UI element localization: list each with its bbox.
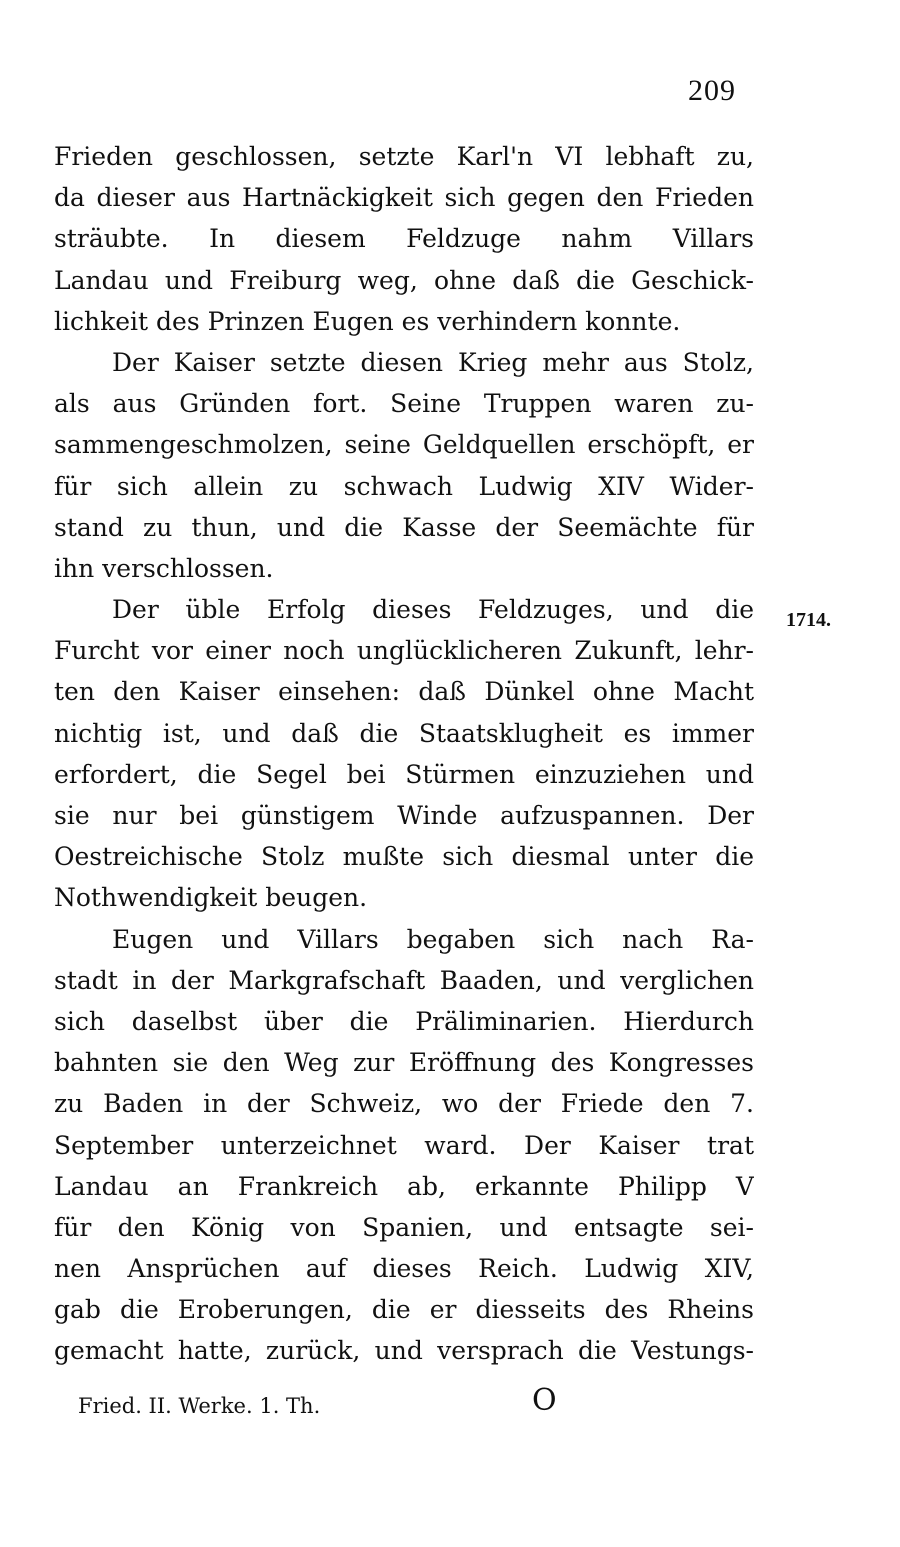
text-line: erfordert, die Segel bei Stürmen einzuziehen und <box>54 759 754 789</box>
text-line: Der Kaiser setzte diesen Krieg mehr aus Stolz, <box>112 347 754 377</box>
page-number: 209 <box>688 74 736 107</box>
text-line: Frieden geschlossen, setzte Karl'n VI lebhaft zu, <box>54 142 754 171</box>
text-line: Furcht vor einer noch unglücklicheren Zukunft, lehr- <box>54 636 754 666</box>
margin-year-note: 1714. <box>786 609 831 631</box>
text-line: Oestreichische Stolz mußte sich diesmal unter die <box>54 842 754 872</box>
text-line: ihn verschlossen. <box>54 553 274 583</box>
text-line: ten den Kaiser einsehen: daß Dünkel ohne Macht <box>54 677 754 707</box>
text-line: September unterzeichnet ward. Der Kaiser trat <box>54 1130 754 1160</box>
text-line: sich daselbst über die Präliminarien. Hierdurch <box>54 1006 754 1036</box>
text-line: stadt in der Markgrafschaft Baaden, und verglichen <box>54 965 754 995</box>
text-line: für den König von Spanien, und entsagte sei- <box>54 1212 754 1242</box>
text-line: sammengeschmolzen, seine Geldquellen erschöpft, er <box>54 430 754 460</box>
text-line: Landau an Frankreich ab, erkannte Philipp V <box>54 1171 754 1201</box>
text-line: stand zu thun, und die Kasse der Seemächte für <box>54 512 754 542</box>
text-line: Eugen und Villars begaben sich nach Ra- <box>112 924 754 954</box>
text-line: bahnten sie den Weg zur Eröffnung des Kongresses <box>54 1048 754 1078</box>
text-line: zu Baden in der Schweiz, wo der Friede den 7. <box>54 1089 754 1119</box>
signature-mark: O <box>532 1383 557 1418</box>
text-line: für sich allein zu schwach Ludwig XIV Wider- <box>54 471 754 501</box>
text-line: sträubte. In diesem Feldzuge nahm Villars <box>54 224 754 254</box>
text-line: da dieser aus Hartnäckigkeit sich gegen den Frieden <box>54 183 754 213</box>
text-line: Nothwendigkeit beugen. <box>54 883 368 913</box>
text-line: lichkeit des Prinzen Eugen es verhindern konnte. <box>54 306 681 336</box>
text-line: Landau und Freiburg weg, ohne daß die Geschick- <box>54 265 754 295</box>
text-line: gemacht hatte, zurück, und versprach die Vestungs- <box>54 1336 754 1366</box>
text-line: gab die Eroberungen, die er diesseits des Rheins <box>54 1295 754 1325</box>
text-line: nichtig ist, und daß die Staatsklugheit es immer <box>54 718 754 748</box>
text-line: als aus Gründen fort. Seine Truppen waren zu- <box>54 389 754 419</box>
text-line: Der üble Erfolg dieses Feldzuges, und die <box>112 595 754 625</box>
footer-work-reference: Fried. II. Werke. 1. Th. <box>78 1394 321 1418</box>
body-text <box>54 136 754 1372</box>
text-line: sie nur bei günstigem Winde aufzuspannen. Der <box>54 801 754 830</box>
text-line: nen Ansprüchen auf dieses Reich. Ludwig XIV, <box>54 1254 754 1284</box>
